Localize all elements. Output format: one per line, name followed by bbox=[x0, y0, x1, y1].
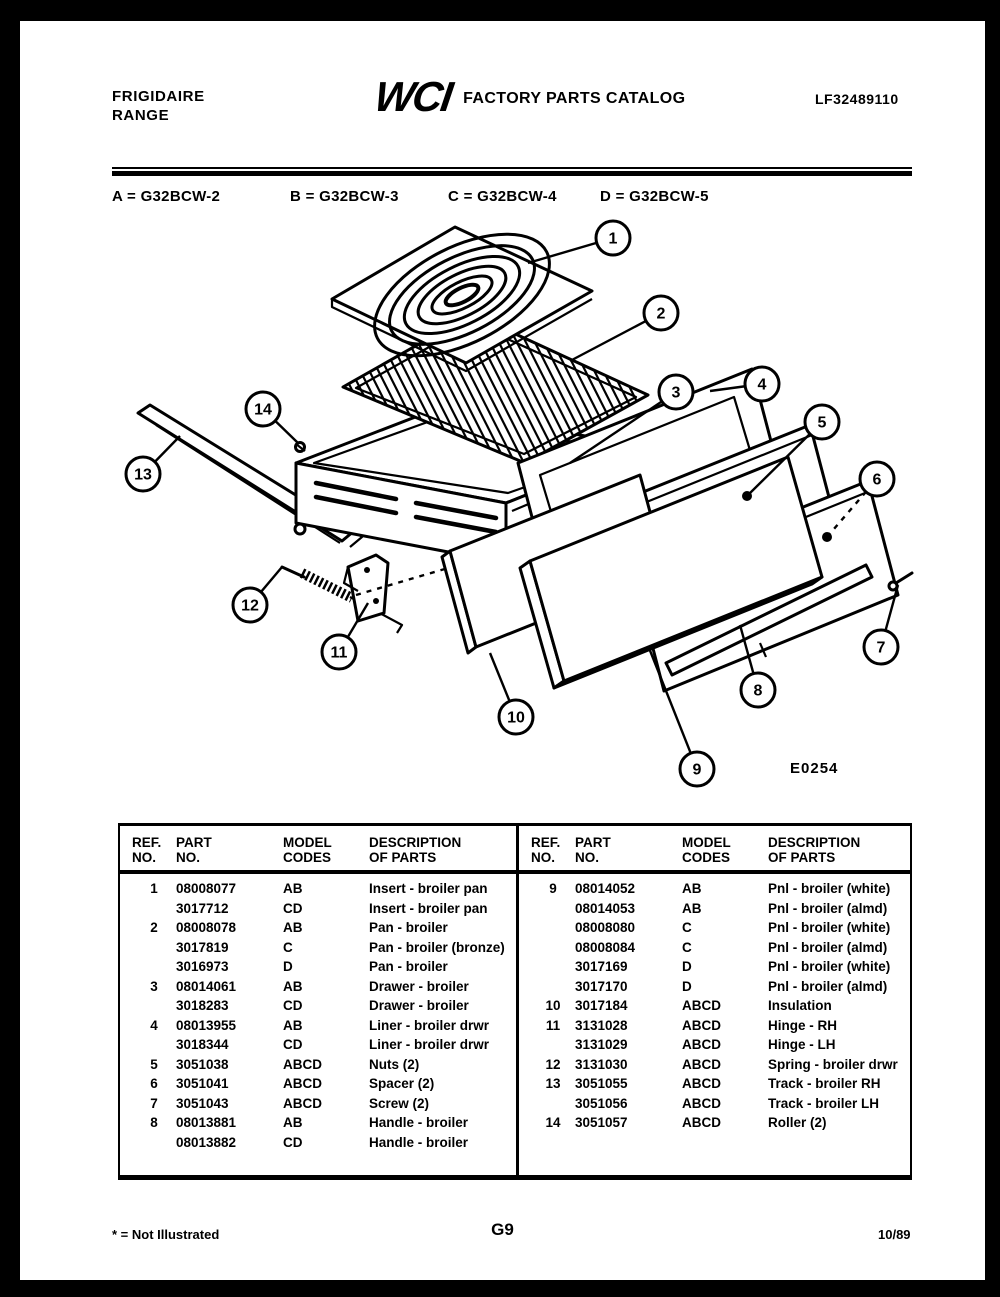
cell-ref-no bbox=[531, 1035, 575, 1055]
cell-ref-no bbox=[132, 899, 176, 919]
table-header bbox=[120, 826, 516, 870]
cell-model-codes: D bbox=[682, 978, 692, 994]
model-c: C = G32BCW-4 bbox=[448, 188, 557, 205]
cell-description: Track - broiler RH bbox=[768, 1076, 881, 1091]
cell-model-codes: AB bbox=[283, 1115, 303, 1130]
table-row bbox=[132, 918, 516, 938]
table-row bbox=[132, 1094, 516, 1114]
header-rule-thick bbox=[112, 171, 912, 176]
cell-ref-no bbox=[132, 957, 176, 977]
table-row bbox=[132, 938, 516, 958]
cell-part-no: 3051056 bbox=[575, 1095, 628, 1111]
header-ref-no: REF. NO. bbox=[531, 835, 561, 865]
table-row bbox=[531, 938, 910, 958]
callout-number: 6 bbox=[872, 471, 882, 489]
callout-10 bbox=[490, 653, 533, 734]
brand-line-2: RANGE bbox=[112, 107, 170, 124]
cell-part-no: 3018344 bbox=[176, 1037, 229, 1052]
callout-2 bbox=[570, 296, 678, 361]
table-left-half bbox=[120, 826, 516, 1175]
cell-description: Pan - broiler bbox=[369, 920, 448, 935]
cell-model-codes: AB bbox=[682, 881, 702, 896]
brand-header bbox=[112, 87, 205, 125]
cell-part-no: 3131030 bbox=[575, 1056, 628, 1072]
scan-notch-artifact bbox=[20, 321, 33, 347]
cell-part-no: 3131029 bbox=[575, 1037, 628, 1052]
cell-description: Spacer (2) bbox=[369, 1076, 435, 1091]
model-b: B = G32BCW-3 bbox=[290, 188, 399, 205]
table-left-body bbox=[120, 874, 516, 1152]
parts-table bbox=[118, 823, 912, 1180]
table-row bbox=[132, 1035, 516, 1055]
cell-description: Pnl - broiler (almd) bbox=[768, 900, 888, 916]
model-d: D = G32BCW-5 bbox=[600, 188, 709, 205]
cell-description: Hinge - LH bbox=[768, 1037, 836, 1052]
callout-number: 8 bbox=[753, 682, 763, 700]
header-model-codes: MODEL CODES bbox=[283, 835, 332, 865]
cell-part-no: 08014061 bbox=[176, 978, 237, 994]
cell-description: Pnl - broiler (white) bbox=[768, 959, 891, 974]
page-number: G9 bbox=[491, 1220, 514, 1239]
cell-description: Liner - broiler drwr bbox=[369, 1017, 490, 1033]
table-row bbox=[531, 918, 910, 938]
cell-model-codes: ABCD bbox=[682, 1095, 721, 1111]
table-row bbox=[132, 1074, 516, 1094]
cell-model-codes: CD bbox=[283, 998, 303, 1013]
cell-ref-no: 7 bbox=[150, 1095, 158, 1111]
cell-part-no: 3017712 bbox=[176, 900, 229, 916]
cell-ref-no bbox=[132, 938, 176, 958]
cell-description: Nuts (2) bbox=[369, 1056, 420, 1072]
table-right-body bbox=[519, 874, 910, 1133]
cell-description: Spring - broiler drwr bbox=[768, 1056, 898, 1072]
table-row bbox=[531, 1016, 910, 1036]
table-row bbox=[132, 899, 516, 919]
callout-number: 1 bbox=[608, 230, 618, 248]
cell-description: Insulation bbox=[768, 998, 832, 1013]
table-header bbox=[519, 826, 910, 870]
header-description: DESCRIPTION OF PARTS bbox=[369, 835, 462, 865]
cell-ref-no bbox=[132, 1133, 176, 1153]
cell-description: Pnl - broiler (almd) bbox=[768, 939, 888, 955]
cell-part-no: 08008078 bbox=[176, 920, 237, 935]
cell-model-codes: AB bbox=[682, 900, 702, 916]
cell-part-no: 08008077 bbox=[176, 881, 237, 896]
not-illustrated-note: * = Not Illustrated bbox=[112, 1227, 220, 1242]
cell-ref-no: 8 bbox=[150, 1115, 158, 1130]
figure-code: E0254 bbox=[790, 760, 839, 777]
cell-description: Pnl - broiler (white) bbox=[768, 881, 891, 896]
cell-description: Insert - broiler pan bbox=[369, 881, 488, 896]
cell-part-no: 3017184 bbox=[575, 998, 628, 1013]
table-row bbox=[531, 1094, 910, 1114]
cell-ref-no: 1 bbox=[150, 881, 158, 896]
cell-part-no: 08013881 bbox=[176, 1115, 237, 1130]
cell-model-codes: CD bbox=[283, 1037, 303, 1052]
table-row bbox=[132, 1113, 516, 1133]
table-row bbox=[132, 1055, 516, 1075]
cell-ref-no bbox=[531, 977, 575, 997]
cell-description: Pan - broiler (bronze) bbox=[369, 939, 505, 955]
cell-ref-no bbox=[531, 938, 575, 958]
cell-description: Roller (2) bbox=[768, 1115, 827, 1130]
cell-ref-no: 9 bbox=[549, 881, 557, 896]
cell-model-codes: AB bbox=[283, 1017, 303, 1033]
wci-logo: WCI bbox=[371, 73, 455, 120]
table-row bbox=[132, 957, 516, 977]
cell-part-no: 3017170 bbox=[575, 978, 628, 994]
catalog-title: FACTORY PARTS CATALOG bbox=[463, 90, 686, 107]
cell-part-no: 08008084 bbox=[575, 939, 636, 955]
callout-12 bbox=[233, 567, 282, 622]
callout-number: 12 bbox=[241, 597, 259, 615]
cell-part-no: 3051057 bbox=[575, 1115, 628, 1130]
cell-ref-no: 13 bbox=[545, 1076, 561, 1091]
cell-model-codes: ABCD bbox=[682, 1037, 721, 1052]
cell-part-no: 3018283 bbox=[176, 998, 229, 1013]
table-row bbox=[531, 1113, 910, 1133]
table-row bbox=[132, 879, 516, 899]
cell-part-no: 08014052 bbox=[575, 881, 636, 896]
cell-ref-no bbox=[132, 996, 176, 1016]
cell-description: Liner - broiler drwr bbox=[369, 1037, 490, 1052]
cell-ref-no: 10 bbox=[545, 998, 561, 1013]
header-part-no: PART NO. bbox=[575, 835, 611, 865]
cell-part-no: 3016973 bbox=[176, 959, 229, 974]
callout-1 bbox=[528, 221, 630, 263]
callout-14 bbox=[246, 392, 298, 443]
callout-target-dot bbox=[742, 491, 752, 501]
header-description: DESCRIPTION OF PARTS bbox=[768, 835, 861, 865]
table-row bbox=[132, 1016, 516, 1036]
cell-model-codes: ABCD bbox=[682, 1056, 721, 1072]
cell-part-no: 3017819 bbox=[176, 939, 229, 955]
cell-ref-no bbox=[531, 918, 575, 938]
cell-model-codes: CD bbox=[283, 900, 303, 916]
cell-ref-no bbox=[531, 957, 575, 977]
cell-ref-no bbox=[531, 899, 575, 919]
cell-model-codes: AB bbox=[283, 978, 303, 994]
header-rule-thin bbox=[112, 167, 912, 169]
cell-description: Track - broiler LH bbox=[768, 1095, 880, 1111]
callout-number: 7 bbox=[876, 639, 886, 657]
cell-model-codes: ABCD bbox=[283, 1095, 322, 1111]
cell-part-no: 08013882 bbox=[176, 1134, 237, 1150]
cell-part-no: 3051038 bbox=[176, 1056, 229, 1072]
exploded-parts-diagram bbox=[100, 211, 940, 811]
cell-model-codes: ABCD bbox=[682, 1017, 721, 1033]
table-row bbox=[531, 977, 910, 997]
callout-number: 13 bbox=[134, 466, 152, 484]
table-row bbox=[132, 977, 516, 997]
callout-number: 9 bbox=[692, 761, 702, 779]
table-row bbox=[531, 879, 910, 899]
cell-ref-no: 3 bbox=[150, 978, 158, 994]
screw-part bbox=[296, 443, 306, 452]
cell-model-codes: CD bbox=[283, 1134, 303, 1150]
cell-ref-no bbox=[132, 1035, 176, 1055]
callout-number: 11 bbox=[330, 644, 348, 662]
cell-ref-no: 4 bbox=[150, 1017, 158, 1033]
cell-ref-no: 14 bbox=[545, 1115, 561, 1130]
cell-model-codes: C bbox=[682, 920, 692, 935]
cell-part-no: 3051043 bbox=[176, 1095, 229, 1111]
callout-11 bbox=[322, 603, 368, 669]
cell-model-codes: C bbox=[682, 939, 692, 955]
catalog-page bbox=[20, 21, 985, 1280]
cell-description: Screw (2) bbox=[369, 1095, 430, 1111]
table-row bbox=[531, 996, 910, 1016]
table-row bbox=[531, 1074, 910, 1094]
cell-model-codes: D bbox=[283, 959, 293, 974]
cell-ref-no: 5 bbox=[150, 1056, 158, 1072]
callout-number: 2 bbox=[656, 305, 666, 323]
cell-model-codes: ABCD bbox=[682, 998, 721, 1013]
table-row bbox=[132, 996, 516, 1016]
cell-model-codes: D bbox=[682, 959, 692, 974]
cell-model-codes: ABCD bbox=[283, 1076, 322, 1091]
cell-part-no: 3017169 bbox=[575, 959, 628, 974]
cell-model-codes: ABCD bbox=[283, 1056, 322, 1072]
cell-ref-no: 6 bbox=[150, 1076, 158, 1091]
cell-description: Handle - broiler bbox=[369, 1115, 469, 1130]
table-row bbox=[531, 1035, 910, 1055]
cell-description: Handle - broiler bbox=[369, 1134, 469, 1150]
cell-ref-no: 12 bbox=[545, 1056, 561, 1072]
callout-number: 14 bbox=[254, 401, 272, 419]
cell-description: Drawer - broiler bbox=[369, 998, 469, 1013]
cell-model-codes: AB bbox=[283, 881, 303, 896]
cell-description: Pan - broiler bbox=[369, 959, 448, 974]
table-row bbox=[132, 1133, 516, 1153]
header-part-no: PART NO. bbox=[176, 835, 212, 865]
callout-number: 4 bbox=[757, 376, 767, 394]
table-row bbox=[531, 899, 910, 919]
cell-part-no: 3131028 bbox=[575, 1017, 628, 1033]
header-ref-no: REF. NO. bbox=[132, 835, 162, 865]
callout-number: 3 bbox=[671, 384, 681, 402]
cell-model-codes: AB bbox=[283, 920, 303, 935]
cell-description: Drawer - broiler bbox=[369, 978, 469, 994]
cell-part-no: 3051041 bbox=[176, 1076, 229, 1091]
cell-description: Hinge - RH bbox=[768, 1017, 837, 1033]
table-row bbox=[531, 957, 910, 977]
cell-description: Pnl - broiler (almd) bbox=[768, 978, 888, 994]
cell-ref-no: 2 bbox=[150, 920, 158, 935]
cell-ref-no bbox=[531, 1094, 575, 1114]
cell-part-no: 08013955 bbox=[176, 1017, 237, 1033]
model-a: A = G32BCW-2 bbox=[112, 188, 221, 205]
cell-model-codes: C bbox=[283, 939, 293, 955]
cell-part-no: 3051055 bbox=[575, 1076, 628, 1091]
logo-block bbox=[371, 73, 686, 121]
cell-part-no: 08014053 bbox=[575, 900, 636, 916]
cell-model-codes: ABCD bbox=[682, 1076, 721, 1091]
callout-number: 10 bbox=[507, 709, 525, 727]
cell-part-no: 08008080 bbox=[575, 920, 636, 935]
cell-model-codes: ABCD bbox=[682, 1115, 721, 1130]
cell-description: Insert - broiler pan bbox=[369, 900, 488, 916]
callout-number: 5 bbox=[817, 414, 827, 432]
header-model-codes: MODEL CODES bbox=[682, 835, 731, 865]
callout-13 bbox=[126, 436, 180, 491]
date-code: 10/89 bbox=[878, 1227, 911, 1242]
callout-target-dot bbox=[822, 532, 832, 542]
cell-ref-no: 11 bbox=[545, 1017, 561, 1033]
table-row bbox=[531, 1055, 910, 1075]
table-right-half bbox=[519, 826, 910, 1175]
brand-line-1: FRIGIDAIRE bbox=[112, 88, 205, 105]
publication-number: LF32489110 bbox=[815, 91, 899, 107]
cell-description: Pnl - broiler (white) bbox=[768, 920, 891, 935]
